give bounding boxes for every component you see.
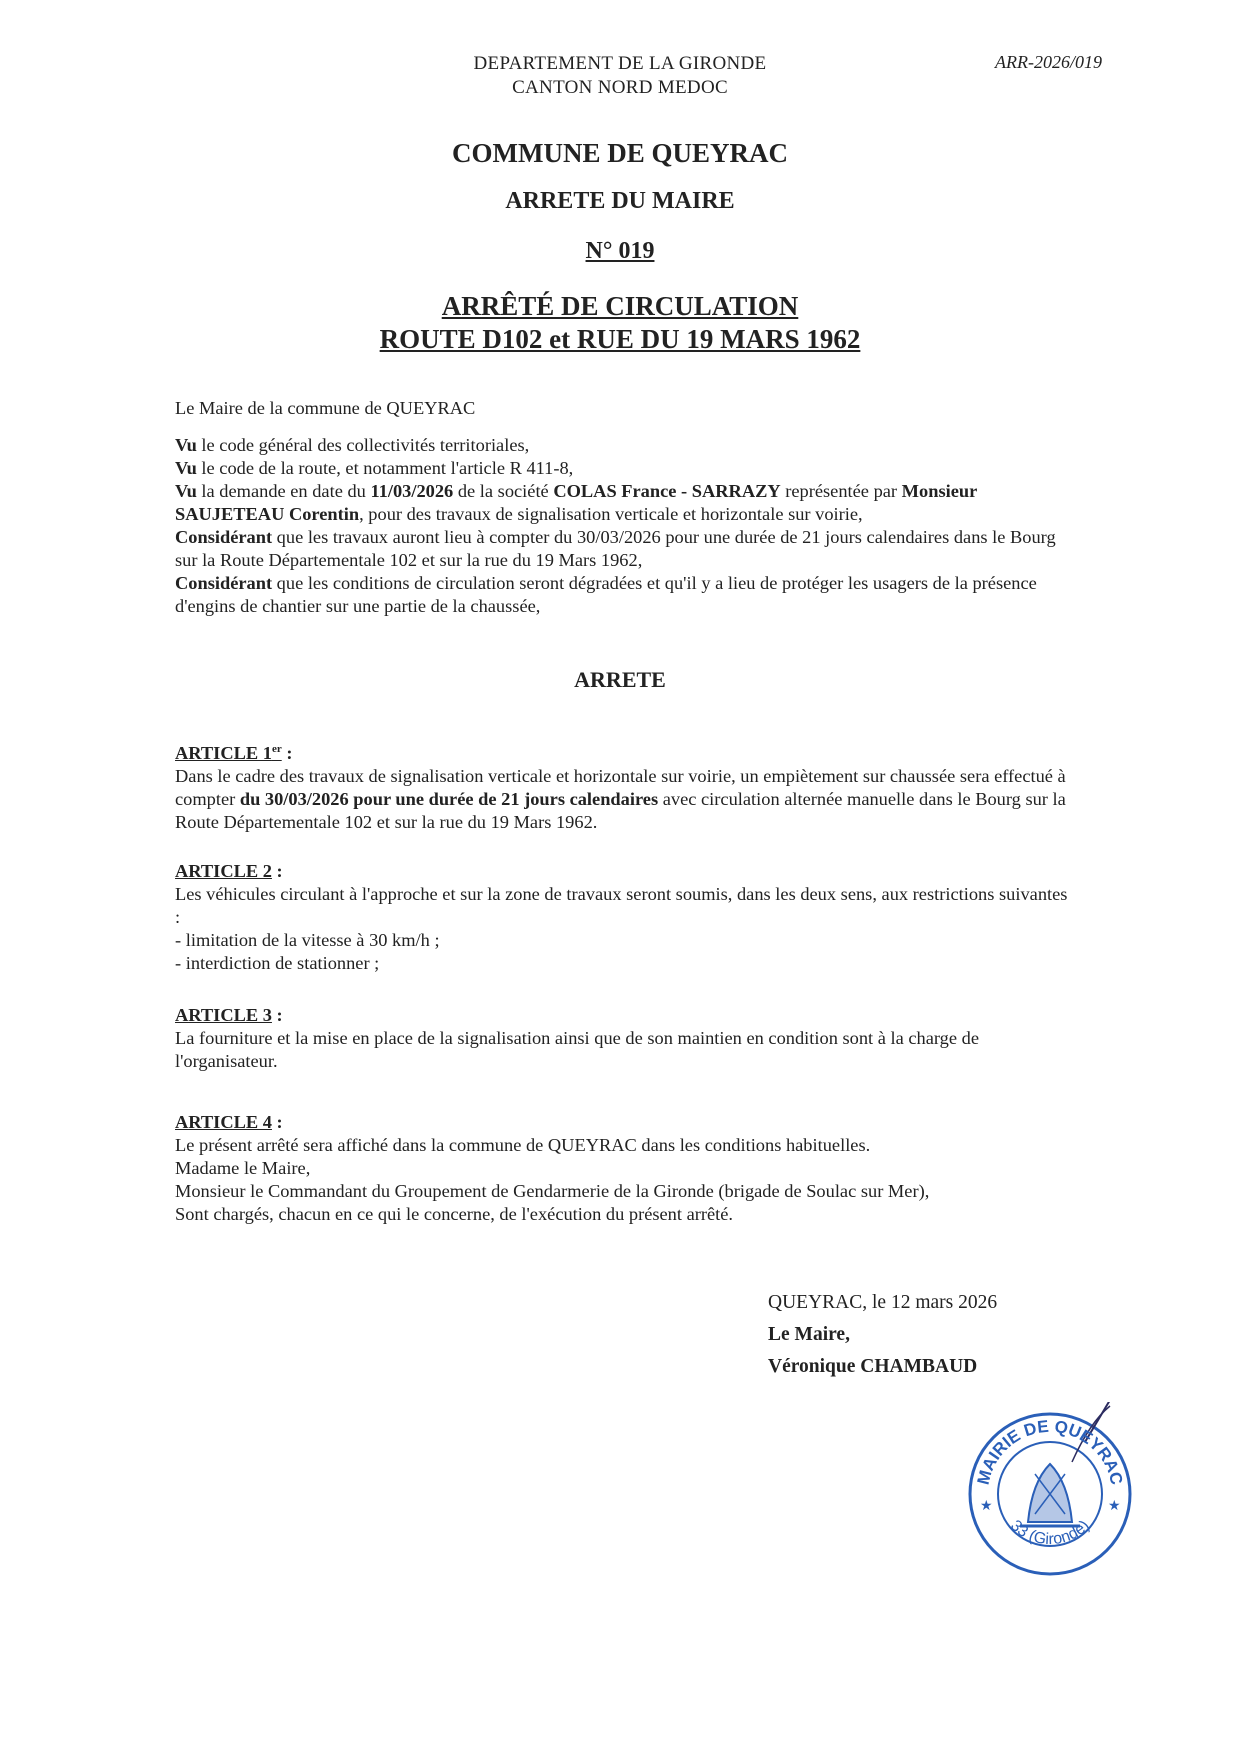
decision-heading: ARRETE <box>574 667 666 692</box>
article-4: ARTICLE 4 : Le présent arrêté sera affiché dans la commune de QUEYRAC dans les conditions habituelles. Madame le Maire, Monsieur le Commandant du Groupement de Gendarmerie de la Gironde (brigade de Soulac sur Mer), Sont chargés, chacun en ce qui le concerne, de l'exécution du présent arrêté. <box>175 1111 1075 1226</box>
considerant-1: Considérant que les travaux auront lieu à compter du 30/03/2026 pour une durée de 21 jours calendaires dans le Bourg sur la Route Départementale 102 et sur la rue du 19 Mars 1962, <box>175 527 1056 570</box>
decree-subject <box>0 290 1240 356</box>
place-date: QUEYRAC, le 12 mars 2026 <box>768 1292 998 1313</box>
article-2-title: ARTICLE 2 <box>175 861 272 881</box>
decree-number: N° 019 <box>585 238 655 264</box>
canton-line: CANTON NORD MEDOC <box>512 77 728 98</box>
stamp-top-text: MAIRIE DE QUEYRAC <box>973 1416 1127 1487</box>
article-2: ARTICLE 2 : Les véhicules circulant à l'approche et sur la zone de travaux seront soumis, dans les deux sens, aux restrictions suivantes : - limitation de la vitesse à 30 km/h ; - interdiction de stationner ; <box>175 860 1075 975</box>
considerant-2: Considérant que les conditions de circulation seront dégradées et qu'il y a lieu de protéger les usagers de la présence d'engins de chantier sur une partie de la chaussée, <box>175 573 1037 616</box>
svg-text:★: ★ <box>1108 1498 1121 1514</box>
commune-title: COMMUNE DE QUEYRAC <box>452 138 788 168</box>
header-block <box>420 52 820 100</box>
article-4-line-3: Monsieur le Commandant du Groupement de Gendarmerie de la Gironde (brigade de Soulac sur Mer), <box>175 1181 930 1201</box>
stamp-seal-icon <box>960 1402 1140 1578</box>
article-3: ARTICLE 3 : La fourniture et la mise en place de la signalisation ainsi que de son maintien en condition sont à la charge de l'organisateur. <box>175 1004 1075 1073</box>
article-3-text: La fourniture et la mise en place de la signalisation ainsi que de son maintien en condition sont à la charge de l'organisateur. <box>175 1028 979 1071</box>
article-4-line-4: Sont chargés, chacun en ce qui le concerne, de l'exécution du présent arrêté. <box>175 1204 734 1224</box>
svg-text:★: ★ <box>980 1498 993 1514</box>
intro-line: Le Maire de la commune de QUEYRAC <box>175 398 476 418</box>
article-2-item-1: - limitation de la vitesse à 30 km/h ; <box>175 930 440 950</box>
reference-number: ARR-2026/019 <box>995 52 1102 72</box>
signatory-role: Le Maire, <box>768 1324 850 1345</box>
vu-3: Vu la demande en date du 11/03/2026 de la société COLAS France - SARRAZY représentée par Monsieur SAUJETEAU Corentin, pour des travaux de signalisation verticale et horizontale sur voirie, <box>175 481 977 524</box>
article-1: ARTICLE 1er : Dans le cadre des travaux de signalisation verticale et horizontale sur voirie, un empiètement sur chaussée sera effectué à compter du 30/03/2026 pour une durée de 21 jours calendaires avec circulation alternée manuelle dans le Bourg sur la Route Départementale 102 et sur la rue du 19 Mars 1962. <box>175 738 1075 834</box>
article-3-title: ARTICLE 3 <box>175 1005 272 1025</box>
considerations <box>175 434 1075 618</box>
vu-2: Vu le code de la route, et notamment l'article R 411-8, <box>175 458 574 478</box>
subject-line-1: ARRÊTÉ DE CIRCULATION <box>441 291 799 321</box>
vu-1: Vu le code général des collectivités territoriales, <box>175 435 530 455</box>
department-line: DEPARTEMENT DE LA GIRONDE <box>473 53 767 74</box>
article-2-text: Les véhicules circulant à l'approche et sur la zone de travaux seront soumis, dans les deux sens, aux restrictions suivantes : <box>175 884 1068 927</box>
signature-block <box>768 1287 997 1383</box>
article-1-title: ARTICLE 1er <box>175 743 282 764</box>
article-4-title: ARTICLE 4 <box>175 1112 272 1132</box>
article-4-line-1: Le présent arrêté sera affiché dans la commune de QUEYRAC dans les conditions habituelles. <box>175 1135 871 1155</box>
article-4-line-2: Madame le Maire, <box>175 1158 311 1178</box>
decree-type: ARRETE DU MAIRE <box>505 188 735 214</box>
subject-line-2: ROUTE D102 et RUE DU 19 MARS 1962 <box>379 324 861 354</box>
article-2-item-2: - interdiction de stationner ; <box>175 953 380 973</box>
stamp-bottom-text: 33 (Gironde) <box>1007 1517 1094 1549</box>
official-stamp <box>960 1402 1140 1578</box>
article-1-text: Dans le cadre des travaux de signalisation verticale et horizontale sur voirie, un empiètement sur chaussée sera effectué à compter du 30/03/2026 pour une durée de 21 jours calendaires avec circulation alternée manuelle dans le Bourg sur la Route Départementale 102 et sur la rue du 19 Mars 1962. <box>175 766 1066 833</box>
signatory-name: Véronique CHAMBAUD <box>768 1356 978 1377</box>
